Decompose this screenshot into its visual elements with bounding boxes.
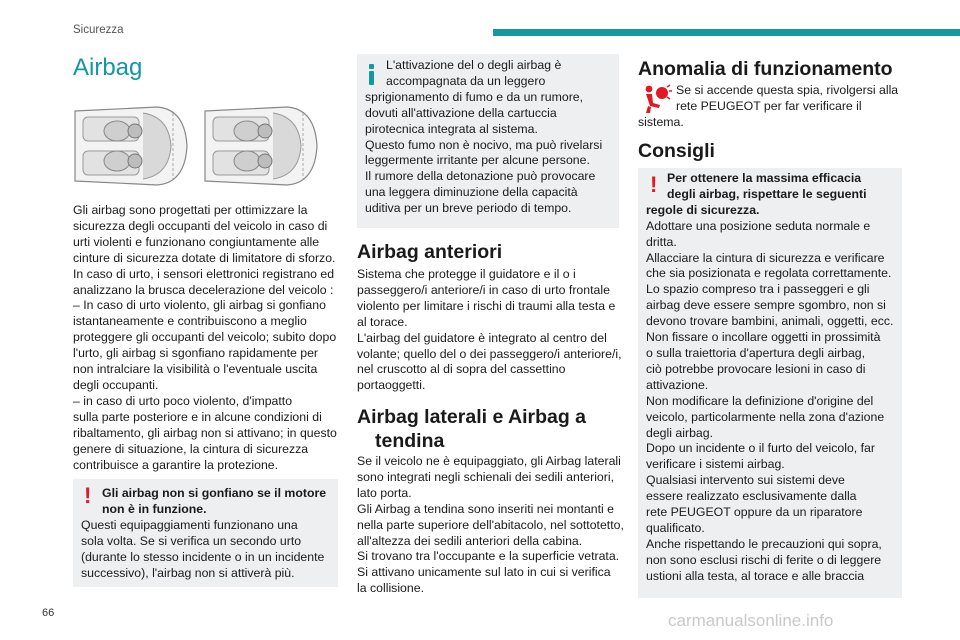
front-airbags-text: Sistema che protegge il guidatore e il o i passeggero/i anteriore/i in caso di urto frontale violento per limitare i rischi di traumi alla testa e al torace. L'airbag del guidatore è integrato al centro del volante; quello del o dei passeggero/i anteriore/i, nel cruscotto al di sopra del cassettino portaoggetti. <box>357 267 622 393</box>
side-airbags-heading: Airbag laterali e Airbag a tendina <box>357 406 587 452</box>
car-illustration-right <box>205 107 317 185</box>
section-label: Sicurezza <box>73 24 124 36</box>
tips-exclamation-icon: ! <box>650 172 658 197</box>
car-illustration-left <box>75 107 187 185</box>
info-box <box>357 54 619 228</box>
airbag-car-illustrations <box>73 103 318 189</box>
tips-text: Per ottenere la massima efficacia degli airbag, rispettare le seguenti regole di sicurezza. Adottare una posizione seduta normale e dritta. Allacciare la cintura di sicurezza e verificare che sia posizionata e regolata correttamente. Lo spazio compreso tra i passeggeri e gli airbag deve essere sempre sgombro, non si devono trovare bambini, animali, oggetti, ecc. Non fissare o incollare oggetti in prossimità o sulla traiettoria d'apertura degli airbag, ciò potrebbe provocare lesioni in caso di attivazione. Non modificare la definizione d'origine del veicolo, particolarmente nella zona d'azione degli airbag. Dopo un incidente o il furto del veicolo, far verificare i sistemi airbag. Qualsiasi intervento sui sistemi deve essere realizzato esclusivamente dalla rete PEUGEOT oppure da un riparatore qualificato. Anche rispettando le precauzioni qui sopra, non sono esclusi rischi di ferite o di leggere ustioni alla testa, al torace e alle braccia <box>646 171 894 583</box>
warning-box <box>73 479 338 587</box>
page-title: Airbag <box>73 54 143 81</box>
header-accent-bar <box>493 29 960 36</box>
airbag-intro-text: Gli airbag sono progettati per ottimizzare la sicurezza degli occupanti del veicolo in caso di urti violenti e funzionano congiuntamente alle cinture di sicurezza dotate di limitatore di sforzo. In caso di urto, i sensori elettronici registrano ed analizzano la brusca decelerazione del veicolo : – In caso di urto violento, gli airbag si gonfiano istantaneamente e contribuiscono a meglio proteggere gli occupanti del veicolo; subito dopo l'urto, gli airbag si sgonfiano rapidamente per non intralciare la visibilità o l'eventuale uscita degli occupanti. – in caso di urto poco violento, d'impatto sulla parte posteriore e in alcune condizioni di ribaltamento, gli airbag non si attivano; in questo genere di situazione, la cintura di sicurezza contribuisce a garantire la protezione. <box>73 203 337 472</box>
front-airbags-heading: Airbag anteriori <box>357 241 503 263</box>
page-number: 66 <box>42 607 55 619</box>
side-airbags-text: Se il veicolo ne è equipaggiato, gli Airbag laterali sono integrati negli schienali dei sedili anteriori, lato porta. Gli Airbag a tendina sono inseriti nei montanti e nella parte superiore dell'abitacolo, nel sottotetto, all'altezza dei sedili anteriori della cabina. Si trovano tra l'occupante e la superficie vetrata. Si attivano unicamente sul lato in cui si verifica la collisione. <box>357 454 624 596</box>
info-text: L'attivazione del o degli airbag è accompagnata da un leggero sprigionamento di fumo e da un rumore, dovuti all'attivazione della cartuccia pirotecnica integrata al sistema. Questo fumo non è nocivo, ma può rivelarsi leggermente irritante per alcune persone. Il rumore della detonazione può provocare una leggera diminuzione della capacità uditiva per un breve periodo di tempo. <box>365 58 603 216</box>
warning-text: Gli airbag non si gonfiano se il motore non è in funzione. Questi equipaggiamenti funzionano una sola volta. Se si verifica un secondo urto (durante lo stesso incidente o in un incidente successivo), l'airbag non si attiverà più. <box>81 486 327 580</box>
tips-box <box>638 168 902 598</box>
tips-heading: Consigli <box>638 140 715 162</box>
malfunction-text: Se si accende questa spia, rivolgersi alla rete PEUGEOT per far verificare il sistema. <box>638 83 899 129</box>
watermark: carmanualsonline.info <box>668 611 834 630</box>
warning-exclamation-icon: ! <box>84 483 92 508</box>
malfunction-heading: Anomalia di funzionamento <box>638 58 893 80</box>
